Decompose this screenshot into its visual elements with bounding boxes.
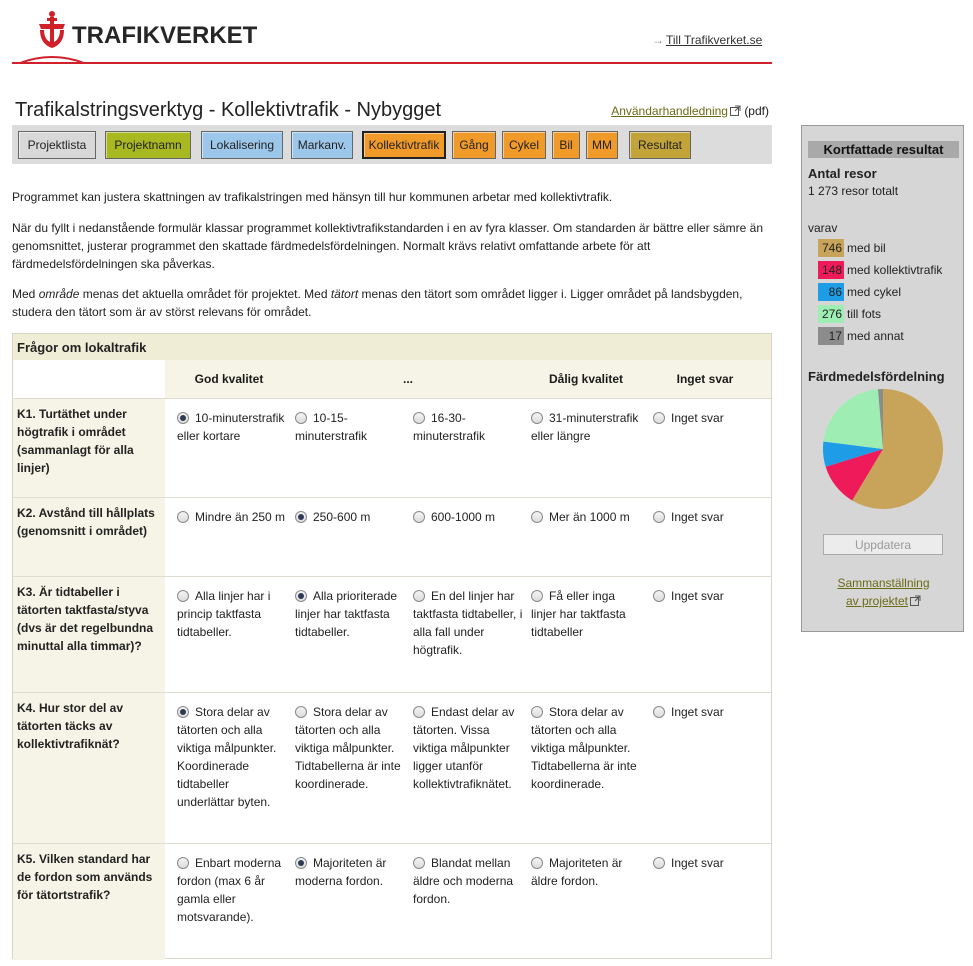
answer-option[interactable] <box>177 409 289 445</box>
answer-option-label: Endast delar av tätorten. Vissa viktiga målpunkter ligger utanför kollektivtrafiknätet. <box>413 705 515 791</box>
answer-option[interactable] <box>295 508 407 526</box>
answer-option-label: Blandat mellan äldre och moderna fordon. <box>413 856 514 906</box>
radio-selected[interactable] <box>177 706 189 718</box>
answer-option-label: Alla linjer har i princip taktfasta tidtabeller. <box>177 589 271 639</box>
trip-stat-label: med bil <box>847 241 886 255</box>
column-header-blank <box>13 360 165 398</box>
trip-stat-value: 148 <box>818 261 844 279</box>
radio-selected[interactable] <box>177 412 189 424</box>
summary-link-line1[interactable]: Sammanställning <box>837 576 930 590</box>
radio-selected[interactable] <box>295 511 307 523</box>
answer-option-label: 16-30-minuterstrafik <box>413 411 486 443</box>
answer-option-label: Inget svar <box>671 589 724 603</box>
answer-option-label: Inget svar <box>671 411 724 425</box>
radio-button[interactable] <box>413 857 425 869</box>
trip-stat-label: med annat <box>847 329 904 343</box>
questions-table <box>12 333 772 959</box>
answer-option-label: Inget svar <box>671 705 724 719</box>
answer-option[interactable] <box>653 587 753 605</box>
trip-stat-value: 17 <box>818 327 844 345</box>
results-sidebar <box>801 125 964 632</box>
radio-button[interactable] <box>531 590 543 602</box>
question-row <box>13 576 771 692</box>
tab-resultat[interactable]: Resultat <box>629 131 691 159</box>
question-row <box>13 843 771 960</box>
intro-p3-text-a: Med <box>12 287 39 301</box>
radio-button[interactable] <box>653 511 665 523</box>
trip-stat-item <box>818 239 886 257</box>
answer-option-label: Majoriteten är äldre fordon. <box>531 856 623 888</box>
tab-cykel[interactable]: Cykel <box>502 131 546 159</box>
intro-p3-text-b: menas det aktuella området för projektet. Med <box>79 287 331 301</box>
trip-stat-value: 276 <box>818 305 844 323</box>
answer-option-label: Stora delar av tätorten och alla viktiga målpunkter. Koordinerade tidtabeller underlättar byten. <box>177 705 277 809</box>
radio-button[interactable] <box>413 706 425 718</box>
tab-gang[interactable]: Gång <box>452 131 496 159</box>
question-label: K1. Turtäthet under högtrafik i området (sammanlagt för alla linjer) <box>13 399 165 497</box>
answer-option[interactable] <box>295 587 407 641</box>
trip-stat-label: med kollektivtrafik <box>847 263 943 277</box>
answer-option-label: 250-600 m <box>313 510 371 524</box>
brand-name: TRAFIKVERKET <box>72 22 258 49</box>
answer-option[interactable] <box>531 854 643 890</box>
tab-mm[interactable]: MM <box>586 131 618 159</box>
manual-pdf-suffix: (pdf) <box>744 104 769 118</box>
distribution-heading: Färdmedelsfördelning <box>808 369 945 384</box>
answer-option-label: Få eller inga linjer har taktfasta tidtabeller <box>531 589 626 639</box>
mode-distribution-pie <box>822 388 944 510</box>
trip-stat-label: med cykel <box>847 285 902 299</box>
column-header-none: Inget svar <box>676 372 734 386</box>
answer-option[interactable] <box>531 508 643 526</box>
answer-option[interactable] <box>413 508 525 526</box>
trafikverket-emblem-icon <box>36 10 68 52</box>
questions-column-headers <box>13 360 771 398</box>
radio-button[interactable] <box>177 590 189 602</box>
column-header-middle: ... <box>402 372 413 386</box>
sidebar-title: Kortfattade resultat <box>808 141 959 158</box>
answer-option[interactable] <box>653 703 753 721</box>
answer-option-label: 10-minuterstrafik eller kortare <box>177 411 285 443</box>
column-header-good: God kvalitet <box>194 372 264 386</box>
intro-p3-text-c: menas den tätort som området ligger i. Ligger området på landsbygden, studera den tätort som är av störst relevans för området. <box>12 287 743 319</box>
update-button[interactable]: Uppdatera <box>823 534 943 555</box>
question-label: K3. Är tidtabeller i tätorten taktfasta/styva (dvs är det regelbundna minuttal alla timmar)? <box>13 577 165 692</box>
answer-option-label: Mer än 1000 m <box>549 510 630 524</box>
radio-button[interactable] <box>531 511 543 523</box>
page-title: Trafikalstringsverktyg - Kollektivtrafik - Nybygget <box>15 99 442 121</box>
answer-option[interactable] <box>653 508 753 526</box>
trip-stat-item <box>818 261 942 279</box>
trip-stat-item <box>818 327 904 345</box>
radio-button[interactable] <box>531 412 543 424</box>
answer-option[interactable] <box>413 854 525 908</box>
answer-option[interactable] <box>177 854 289 926</box>
answer-option[interactable] <box>531 703 643 793</box>
intro-paragraph-1: Programmet kan justera skattningen av trafikalstringen med hänsyn till hur kommunen arbetar med kollektivtrafik. <box>12 190 613 204</box>
radio-button[interactable] <box>531 706 543 718</box>
manual-link[interactable]: Användarhandledning <box>611 104 728 118</box>
radio-button[interactable] <box>413 511 425 523</box>
trip-stat-item <box>818 305 881 323</box>
answer-option[interactable] <box>653 409 753 427</box>
navigation-tabs <box>12 125 772 164</box>
radio-button[interactable] <box>531 857 543 869</box>
intro-p3-emphasis-omrade: område <box>38 287 80 301</box>
tab-markanv[interactable]: Markanv. <box>291 131 353 159</box>
answer-option[interactable] <box>531 587 643 641</box>
radio-button[interactable] <box>653 412 665 424</box>
answer-option-label: Majoriteten är moderna fordon. <box>295 856 387 888</box>
answer-option[interactable] <box>295 854 407 890</box>
trip-stat-label: till fots <box>847 307 882 321</box>
radio-button[interactable] <box>653 706 665 718</box>
question-label: K5. Vilken standard har de fordon som används för tätortstrafik? <box>13 844 165 960</box>
answer-option[interactable] <box>413 587 525 659</box>
answer-option[interactable] <box>177 587 289 641</box>
question-label: K4. Hur stor del av tätorten täcks av kollektivtrafiknät? <box>13 693 165 843</box>
radio-button[interactable] <box>295 412 307 424</box>
external-link-icon <box>910 595 921 606</box>
answer-option[interactable] <box>653 854 753 872</box>
radio-button[interactable] <box>413 412 425 424</box>
question-row <box>13 398 771 497</box>
radio-button[interactable] <box>295 706 307 718</box>
tab-projektlista[interactable]: Projektlista <box>18 131 96 159</box>
radio-button[interactable] <box>413 590 425 602</box>
manual-link-group[interactable] <box>611 104 769 118</box>
question-row <box>13 497 771 576</box>
radio-selected[interactable] <box>295 857 307 869</box>
answer-option[interactable] <box>531 409 643 445</box>
varav-label: varav <box>808 221 838 235</box>
tab-lokalisering[interactable]: Lokalisering <box>201 131 283 159</box>
radio-button[interactable] <box>653 590 665 602</box>
intro-p3-emphasis-tatort: tätort <box>330 287 359 301</box>
trips-heading: Antal resor <box>808 166 877 181</box>
answer-option-label: 10-15-minuterstrafik <box>295 411 368 443</box>
answer-option[interactable] <box>295 703 407 793</box>
intro-paragraph-2: När du fyllt i nedanstående formulär klassar programmet kollektivtrafikstandarden i en av fyra klasser. Om standarden är bättre eller sämre än genomsnittet, justerar programmet den skattade färdmedelsfördelningen. Normalt krävs relativt omfattande arbete för att färdmedelsfördelningen ska påverkas. <box>12 221 764 271</box>
pie-slice <box>823 389 883 449</box>
answer-option[interactable] <box>413 703 525 793</box>
radio-button[interactable] <box>177 857 189 869</box>
answer-option[interactable] <box>177 508 289 526</box>
answer-option-label: Stora delar av tätorten och alla viktiga målpunkter. Tidtabellerna är inte koordinerade. <box>295 705 401 791</box>
till-trafikverket-link[interactable]: Till Trafikverket.se <box>666 33 763 47</box>
answer-option-label: Inget svar <box>671 510 724 524</box>
tab-kollektivtrafik[interactable]: Kollektivtrafik <box>362 131 446 159</box>
arrow-right-icon: → <box>652 33 664 47</box>
tab-projektnamn[interactable]: Projektnamn <box>105 131 191 159</box>
answer-option-label: Alla prioriterade linjer har taktfasta tidtabeller. <box>295 589 398 639</box>
answer-option-label: En del linjer har taktfasta tidtabeller, i alla fall under högtrafik. <box>413 589 523 657</box>
answer-option-label: Inget svar <box>671 856 724 870</box>
answer-option[interactable] <box>177 703 289 811</box>
intro-paragraph-3 <box>12 285 772 321</box>
trip-stat-value: 86 <box>818 283 844 301</box>
trips-total: 1 273 resor totalt <box>808 184 899 198</box>
radio-button[interactable] <box>177 511 189 523</box>
answer-option-label: 31-minuterstrafik eller längre <box>531 411 639 443</box>
tab-bil[interactable]: Bil <box>552 131 580 159</box>
trip-stat-value: 746 <box>818 239 844 257</box>
trip-stat-item <box>818 283 901 301</box>
summary-link-line2[interactable]: av projektet <box>845 594 909 608</box>
answer-option-label: 600-1000 m <box>431 510 496 524</box>
question-row <box>13 692 771 843</box>
header-divider <box>12 55 772 75</box>
answer-option[interactable] <box>295 409 407 445</box>
radio-selected[interactable] <box>295 590 307 602</box>
summary-link-group[interactable] <box>802 574 965 610</box>
question-label: K2. Avstånd till hållplats (genomsnitt i området) <box>13 498 165 576</box>
column-header-bad: Dålig kvalitet <box>548 372 624 386</box>
answer-option-label: Stora delar av tätorten och alla viktiga målpunkter. Tidtabellerna är inte koordinerade. <box>531 705 637 791</box>
questions-section-title: Frågor om lokaltrafik <box>13 334 771 360</box>
answer-option-label: Mindre än 250 m <box>195 510 286 524</box>
answer-option-label: Enbart moderna fordon (max 6 år gamla eller motsvarande). <box>177 856 282 924</box>
radio-button[interactable] <box>653 857 665 869</box>
external-site-link[interactable] <box>652 33 762 47</box>
answer-option[interactable] <box>413 409 525 445</box>
external-link-icon <box>730 105 741 116</box>
